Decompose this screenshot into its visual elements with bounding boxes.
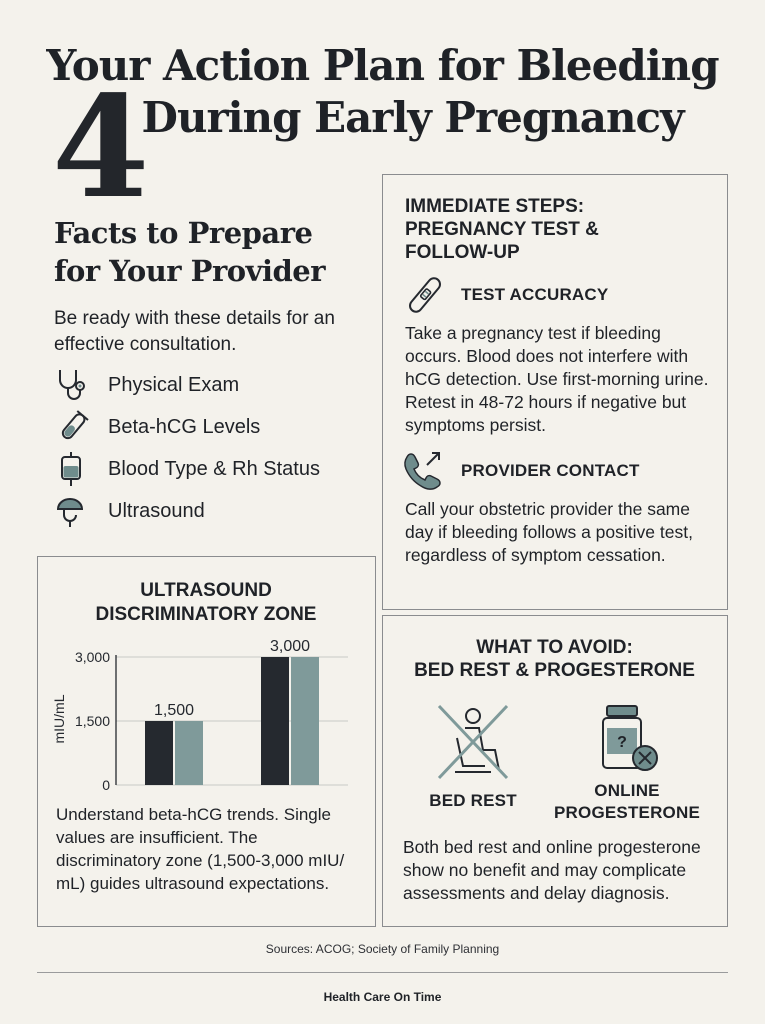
test-accuracy-label: TEST ACCURACY (461, 285, 609, 304)
fact-item-ultrasound (54, 490, 374, 532)
facts-heading-line1: Facts to Prepare (54, 216, 313, 250)
avoid-heading-line1: WHAT TO AVOID: (476, 637, 633, 658)
data-label: 1,500 (153, 702, 195, 719)
bar-dark-2 (261, 657, 289, 785)
page-title-line1: Your Action Plan for Bleeding (46, 41, 719, 90)
bar-dark-1 (145, 721, 173, 785)
provider-contact-text: Call your obstetric provider the same day if bleeding follows a positive test, regardless of symptom cessation. (405, 499, 693, 565)
data-label: 3,000 (269, 638, 311, 655)
blood-bag-icon (54, 451, 94, 487)
bar-teal-2 (291, 657, 319, 785)
immediate-steps-heading (405, 195, 715, 264)
y-tick-label: 0 (102, 777, 110, 793)
immediate-heading-line2: PREGNANCY TEST & (405, 219, 599, 240)
footer-brand: Health Care On Time (323, 990, 442, 1004)
pregnancy-test-icon (401, 271, 449, 324)
stethoscope-icon (54, 367, 94, 403)
bar-teal-1 (175, 721, 203, 785)
fact-label: Physical Exam (108, 373, 240, 396)
facts-number: 4 (52, 66, 150, 230)
footer-divider (37, 972, 728, 973)
fact-label: Blood Type & Rh Status (108, 457, 320, 480)
immediate-heading-line3: FOLLOW-UP (405, 242, 520, 263)
chart-caption: Understand beta-hCG trends. Single values are insufficient. The discriminatory zone (1,500-3,000 mIU/ mL) guides ultrasound expectations. (56, 805, 345, 893)
progesterone-label-line1: ONLINE (594, 781, 660, 800)
provider-contact-label: PROVIDER CONTACT (461, 461, 640, 480)
chart-title-line1: ULTRASOUND (140, 580, 272, 601)
y-tick-label: 1,500 (74, 713, 110, 729)
ultrasound-probe-icon (54, 493, 94, 529)
immediate-heading-line1: IMMEDIATE STEPS: (405, 196, 585, 217)
fact-item-blood-type (54, 448, 374, 490)
facts-heading-line2: for Your Provider (54, 254, 325, 288)
page-title-line2: During Early Pregnancy (141, 93, 684, 142)
avoid-text: Both bed rest and online progesterone show no benefit and may complicate assessments and delay diagnosis. (403, 837, 701, 903)
chart-title (38, 579, 374, 627)
progesterone-label-line2: PROGESTERONE (554, 803, 700, 822)
fact-list (54, 364, 374, 532)
test-accuracy-text: Take a pregnancy test if bleeding occurs. Blood does not interfere with hCG detection. Use first-morning urine. Retest in 48-72 hours if negative but symptoms persist. (405, 323, 709, 435)
fact-label: Ultrasound (108, 499, 205, 522)
discriminatory-zone-chart (38, 635, 374, 795)
avoid-heading-line2: BED REST & PROGESTERONE (414, 660, 695, 681)
bed-rest-crossed-icon (435, 702, 511, 787)
chart-title-line2: DISCRIMINATORY ZONE (95, 604, 317, 625)
what-to-avoid-heading (383, 636, 726, 682)
y-axis-label: mIU/mL (51, 694, 67, 744)
phone-call-icon (401, 449, 447, 496)
bed-rest-label: BED REST (429, 791, 517, 810)
sources-note: Sources: ACOG; Society of Family Planning (265, 942, 500, 956)
facts-intro: Be ready with these details for an effective consultation. (54, 308, 335, 355)
medication-bottle-crossed-icon (597, 704, 661, 781)
test-tube-icon (54, 409, 94, 445)
discriminatory-zone-panel (37, 556, 376, 927)
fact-item-physical-exam (54, 364, 374, 406)
facts-heading (54, 214, 374, 290)
what-to-avoid-panel (382, 615, 728, 927)
online-progesterone-label (539, 780, 715, 824)
fact-label: Beta-hCG Levels (108, 415, 261, 438)
fact-item-beta-hcg (54, 406, 374, 448)
y-tick-label: 3,000 (74, 649, 110, 665)
bottle-question-mark: ? (617, 734, 627, 751)
immediate-steps-panel (382, 174, 728, 610)
